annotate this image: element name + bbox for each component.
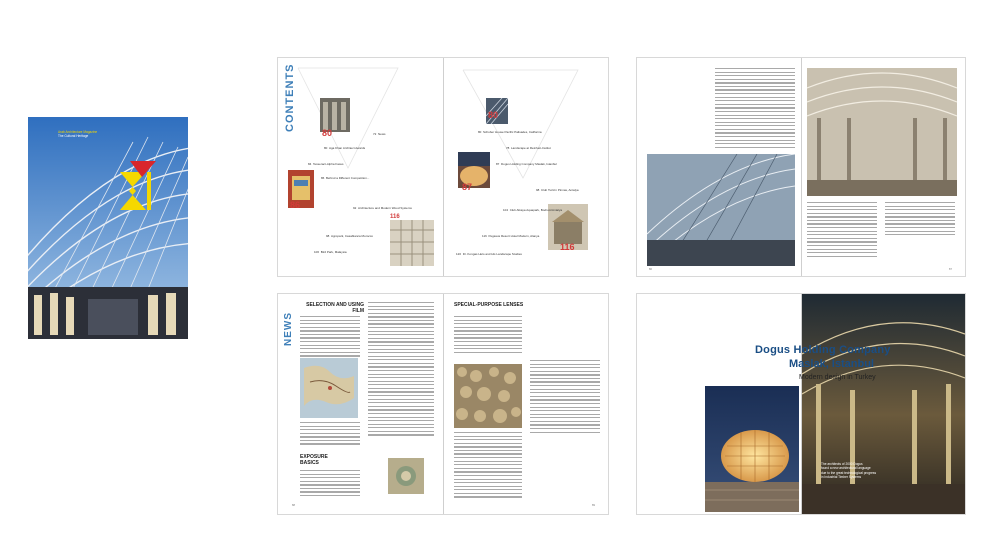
folio-right: 87 — [949, 268, 952, 271]
news-spread[interactable] — [278, 294, 608, 514]
cover-title — [58, 130, 128, 138]
entry-title: Landscape at Reinheit-Institut — [511, 146, 551, 150]
contents-photo-number: 116 — [390, 214, 400, 220]
entry-title: Agropark, Casablanca Morocco — [331, 234, 374, 238]
interior-body-text — [885, 202, 955, 242]
contents-entry[interactable] — [353, 206, 412, 210]
news-heading: SPECIAL-PURPOSE LENSES — [454, 302, 524, 308]
contents-photo — [320, 98, 350, 132]
news-body-text — [368, 302, 434, 452]
entry-title: Architecture and Modern Wood Systems — [358, 206, 412, 210]
entry-page: 80 — [324, 146, 328, 150]
contents-spread[interactable] — [278, 58, 608, 276]
news-body-text — [454, 432, 522, 502]
contents-photo-number: 87 — [462, 182, 473, 192]
cover-photo — [28, 117, 188, 339]
news-body-text — [530, 360, 600, 442]
dogus-photo-interior — [802, 294, 965, 514]
contents-entry[interactable] — [503, 208, 562, 212]
dogus-title-line1: Dogus Holding Company — [755, 344, 891, 356]
interior-body-text — [715, 68, 795, 152]
entry-title: Club Turizm Pinnas, Antalya — [541, 188, 579, 192]
contents-photo-number: 80 — [488, 110, 499, 120]
entry-page: 86 — [321, 176, 325, 180]
folio-left: 86 — [649, 268, 652, 271]
entry-title: Club Alkaya Aquapark, Bodrum/Antalya — [509, 208, 563, 212]
news-body-text — [300, 422, 360, 450]
news-heading: EXPOSURE BASICS — [300, 454, 328, 466]
interior-photo-atrium — [647, 154, 795, 266]
contents-entry[interactable] — [478, 130, 542, 134]
dogus-photo-building — [705, 386, 799, 512]
contents-entry[interactable] — [321, 176, 369, 180]
dogus-caption — [821, 462, 961, 480]
folio-right: 89 — [592, 504, 595, 507]
dogus-title-line2: Maslak, Istanbul — [789, 358, 874, 370]
entry-page: 87 — [496, 162, 500, 166]
entry-page: 104 — [503, 208, 509, 212]
caption-line: The architects of 2000 Dogus — [821, 462, 863, 466]
cover-title-line: Arab Architecture Magazine — [58, 130, 98, 134]
caption-line: found a new architectural language — [821, 466, 871, 471]
entry-page: 72 — [373, 132, 377, 136]
dogus-subtitle: Modern design in Turkey — [799, 374, 876, 381]
contents-entry[interactable] — [314, 250, 347, 254]
news-photo-map — [300, 358, 358, 418]
entry-page: 84 — [308, 162, 312, 166]
entry-page: 120 — [456, 252, 462, 256]
caption-line: due to the great technological progress — [821, 470, 877, 475]
contents-entry[interactable] — [324, 146, 365, 150]
contents-photo-number: 116 — [560, 242, 575, 252]
dogus-spread[interactable] — [637, 294, 965, 514]
entry-title: Bird Park, Malaysia — [320, 250, 347, 254]
entry-title: Schuber House Pacific Palisades, California — [483, 130, 542, 134]
contents-entry[interactable] — [308, 162, 344, 166]
interior-spread[interactable] — [637, 58, 965, 276]
entry-title: News — [378, 132, 386, 136]
entry-title: Dr. Kongas Helo and His Landscape Studies — [462, 252, 522, 256]
cover-title-line: The Cultural Heritage — [58, 134, 89, 138]
entry-title: Tesseract-Alpha Faces — [313, 162, 344, 166]
news-body-text — [454, 316, 522, 362]
entry-page: 80 — [478, 130, 482, 134]
entry-page: 98 — [536, 188, 540, 192]
news-body-text — [300, 470, 360, 504]
news-heading: SELECTION AND USING FILM — [306, 302, 364, 314]
entry-page: 98 — [326, 234, 330, 238]
folio-left: 88 — [292, 504, 295, 507]
magazine-cover[interactable] — [28, 117, 188, 339]
contents-label: CONTENTS — [284, 63, 296, 132]
entry-page: 116 — [482, 234, 487, 238]
entry-page: 92 — [353, 206, 357, 210]
dogus-title — [755, 344, 965, 381]
contents-entry[interactable] — [482, 234, 539, 238]
contents-entry[interactable] — [373, 132, 386, 136]
contents-entry[interactable] — [536, 188, 579, 192]
caption-line: in Industrial Timber Systems — [821, 475, 862, 480]
entry-title: Aga Khan Architect Awards — [329, 146, 366, 150]
entry-page: 106 — [314, 250, 320, 254]
interior-body-text — [807, 202, 877, 264]
interior-photo-hall — [807, 68, 957, 196]
contents-entry[interactable] — [506, 146, 551, 150]
entry-title: Pegasus Resort Hotel Modern, Alanya — [488, 234, 540, 238]
contents-photo — [390, 220, 434, 266]
entry-page: 78 — [506, 146, 510, 150]
contents-photo-number: 80 — [322, 128, 333, 138]
contents-photo-number: 86 — [290, 200, 301, 210]
entry-title: Behind a Different Competition... — [326, 176, 370, 180]
news-photo-pebbles — [454, 364, 522, 428]
news-photo-mosaic — [388, 458, 424, 494]
contents-entry[interactable] — [326, 234, 373, 238]
entry-title: Dogus Holding Company Maslak, Istanbul — [501, 162, 557, 166]
news-label: NEWS — [283, 312, 294, 346]
contents-entry[interactable] — [456, 252, 522, 256]
contents-entry[interactable] — [496, 162, 557, 166]
